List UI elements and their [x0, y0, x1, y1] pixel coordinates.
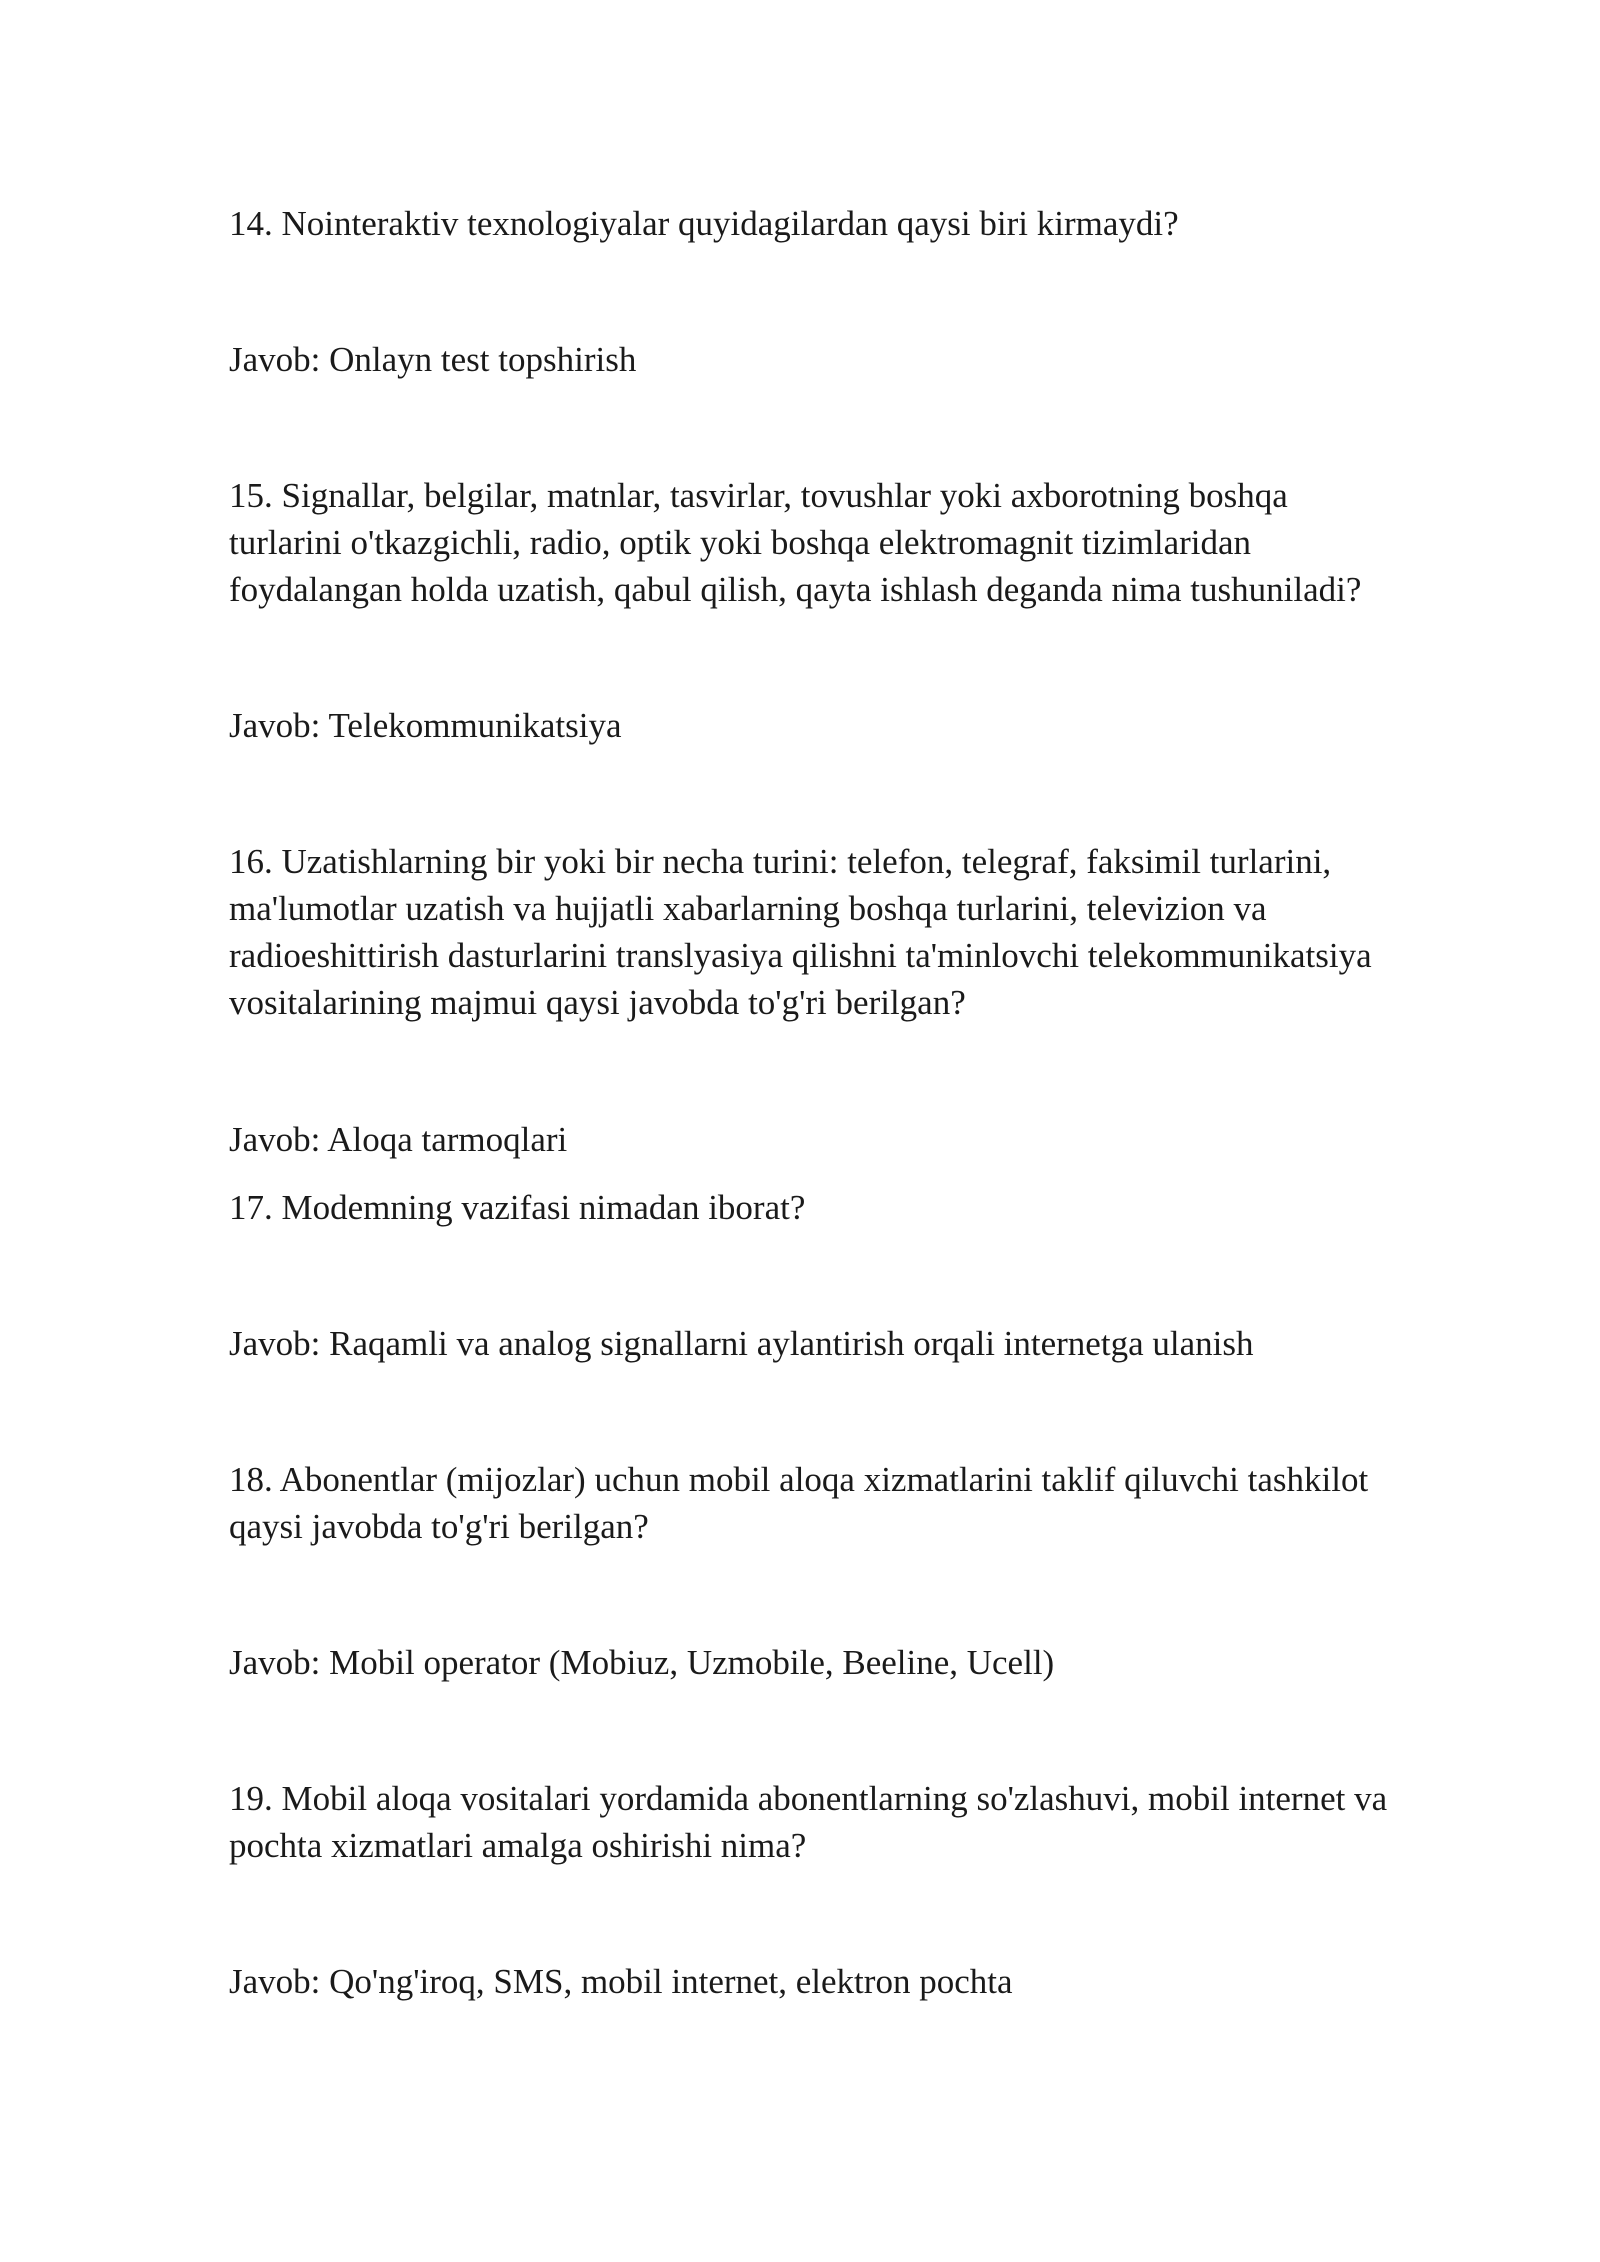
question-16-line-4: vositalarining majmui qaysi javobda to'g'ri berilgan?	[229, 983, 966, 1022]
question-19-line-2: pochta xizmatlari amalga oshirishi nima?	[229, 1826, 807, 1865]
answer-18: Javob: Mobil operator (Mobiuz, Uzmobile, Beeline, Ucell)	[229, 1643, 1055, 1682]
question-18-line-2: qaysi javobda to'g'ri berilgan?	[229, 1507, 649, 1546]
question-17-line-1: 17. Modemning vazifasi nimadan iborat?	[229, 1188, 806, 1227]
question-16-line-1: 16. Uzatishlarning bir yoki bir necha turini: telefon, telegraf, faksimil turlarini,	[229, 842, 1332, 881]
question-18-line-1: 18. Abonentlar (mijozlar) uchun mobil aloqa xizmatlarini taklif qiluvchi tashkilot	[229, 1460, 1369, 1499]
document-body	[229, 200, 1489, 2005]
question-18	[229, 1456, 1489, 1550]
answer-15: Javob: Telekommunikatsiya	[229, 706, 622, 745]
question-19-line-1: 19. Mobil aloqa vositalari yordamida abonentlarning so'zlashuvi, mobil internet va	[229, 1779, 1388, 1818]
answer-16: Javob: Aloqa tarmoqlari	[229, 1120, 568, 1159]
question-15-line-1: 15. Signallar, belgilar, matnlar, tasvirlar, tovushlar yoki axborotning boshqa	[229, 476, 1288, 515]
answer-14: Javob: Onlayn test topshirish	[229, 340, 637, 379]
question-15-line-3: foydalangan holda uzatish, qabul qilish, qayta ishlash deganda nima tushuniladi?	[229, 570, 1362, 609]
question-15	[229, 472, 1489, 613]
question-17	[229, 1184, 1489, 1231]
question-16	[229, 838, 1489, 1026]
question-14	[229, 200, 1489, 247]
answer-19: Javob: Qo'ng'iroq, SMS, mobil internet, elektron pochta	[229, 1962, 1013, 2001]
question-15-line-2: turlarini o'tkazgichli, radio, optik yoki boshqa elektromagnit tizimlaridan	[229, 523, 1252, 562]
question-16-line-2: ma'lumotlar uzatish va hujjatli xabarlarning boshqa turlarini, televizion va	[229, 889, 1267, 928]
answer-17: Javob: Raqamli va analog signallarni aylantirish orqali internetga ulanish	[229, 1324, 1254, 1363]
question-14-line-1: 14. Nointeraktiv texnologiyalar quyidagilardan qaysi biri kirmaydi?	[229, 204, 1179, 243]
question-16-line-3: radioeshittirish dasturlarini translyasiya qilishni ta'minlovchi telekommunikatsiya	[229, 936, 1372, 975]
question-19	[229, 1775, 1489, 1869]
